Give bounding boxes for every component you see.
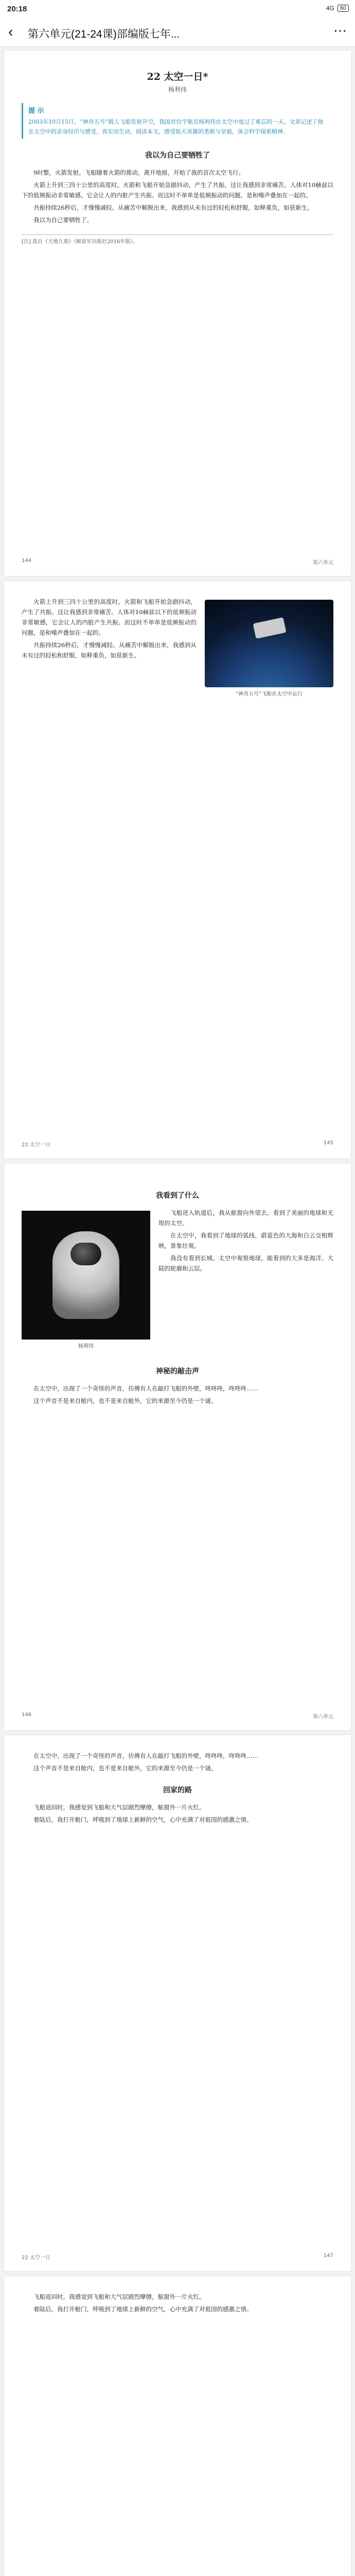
section-title: 我以为自己要牺牲了	[145, 151, 210, 160]
footer-unit: 第六单元	[313, 560, 333, 566]
more-icon[interactable]: ⋯	[333, 23, 347, 38]
paragraph: 共振持续26秒后，才慢慢减轻。从痛苦中解脱出来，我感到从未有过的轻松和舒服，如释重负，如获新生。	[22, 641, 197, 659]
paragraph: 火箭上升到三四十公里的高度时，火箭和飞船开始急剧抖动，产生了共振。这让我感到非常痛苦。人体对10赫兹以下的低频振动非常敏感，它会让人的内脏产生共振。而这时不单单是低频振动的问题，是和噪声叠加在一起的。	[22, 598, 197, 636]
paragraph: 我以为自己要牺牲了。	[33, 216, 93, 224]
lesson-author: 杨利伟	[168, 86, 187, 93]
earth-image	[205, 600, 333, 687]
status-icons	[326, 5, 349, 12]
lesson-title: 22 太空一日*	[147, 71, 208, 82]
page-footer	[22, 558, 333, 566]
paragraph: 着陆后，我打开舱门，呼吸到了地球上新鲜的空气，心中充满了对祖国的感激之情。	[33, 1816, 253, 1823]
hint-title: 提 示	[28, 107, 44, 115]
paragraph: 9时整，火箭发射。飞船随着火箭的推动，离开地面，开始了我的首次太空飞行。	[33, 169, 244, 176]
back-arrow-icon[interactable]: ‹	[8, 24, 13, 40]
footer-lesson: 22 太空一日	[22, 1142, 50, 1148]
paragraph: 共振持续26秒后，才慢慢减轻。从痛苦中解脱出来，我感到从未有过的轻松和舒服，如释重负，如获新生。	[33, 204, 313, 211]
paragraph: 在太空中，出现了一个奇怪的声音，仿佛有人在敲打飞船的外壁，咚咚咚，咚咚咚……	[33, 1752, 258, 1759]
paragraph: 我没有看到长城。太空中观察地球，能看到的大多是海洋、大陆的轮廓和云层。	[158, 1255, 333, 1272]
page-footer	[22, 1140, 333, 1148]
network-indicator: 4G	[326, 5, 334, 12]
figure-caption: “神舟五号”飞船在太空中运行	[235, 691, 303, 697]
footer-lesson: 22 太空一日	[22, 2255, 50, 2261]
document-page	[4, 2276, 351, 2576]
footer-unit: 第六单元	[313, 1714, 333, 1720]
paragraph: 飞船返回时，我感觉到飞船和大气层剧烈摩擦，舷窗外一片火红。	[33, 2293, 205, 2300]
status-time: 20:18	[7, 5, 27, 13]
page-footer	[22, 1712, 333, 1720]
hint-box	[22, 103, 333, 139]
footnote: [注] 选自《天地九重》（解放军出版社2016年版）。	[22, 234, 333, 246]
page-footer	[22, 2253, 333, 2261]
page-title: 第六单元(21-24课)部编版七年...	[28, 28, 180, 40]
paragraph: 这个声音不是来自舱内，也不是来自舱外，它的来源至今仍是一个谜。	[33, 1765, 217, 1772]
nav-bar	[0, 19, 355, 47]
section-title: 我看到了什么	[156, 1192, 199, 1200]
paragraph: 在太空中，出现了一个奇怪的声音，仿佛有人在敲打飞船的外壁，咚咚咚，咚咚咚……	[33, 1385, 258, 1392]
section-title: 回家的路	[163, 1786, 192, 1794]
section-title: 神秘的敲击声	[156, 1367, 199, 1376]
document-pages[interactable]	[4, 50, 351, 2576]
figure-earth	[205, 600, 333, 697]
hint-text: 2003年10月15日，“神舟五号”载人飞船发射升空，我国首位宇航员杨利伟在太空中度过了难忘的一天。文章记述了他在太空中的亲身经历与感受，真实而生动。阅读本文，感受航天英雄的勇敢与坚毅，体会科学探索精神。	[28, 118, 324, 135]
page-number: 146	[22, 1712, 32, 1718]
document-page	[4, 581, 351, 1158]
paragraph: 火箭上升到三四十公里的高度时，火箭和飞船开始急剧抖动，产生了共振。这让我感到非常痛苦。人体对10赫兹以下的低频振动非常敏感，它会让人的内脏产生共振。而这时不单单是低频振动的问题，是和噪声叠加在一起的。	[22, 181, 333, 199]
astronaut-image	[22, 1211, 150, 1340]
battery-icon: 60	[338, 5, 349, 12]
paragraph: 在太空中，我看到了地球的弧线，蔚蓝色的大海和白云交相辉映，景象壮观。	[158, 1232, 333, 1249]
paragraph: 飞船进入轨道后，我从舷窗向外望去，看到了美丽的地球和无垠的太空。	[158, 1209, 333, 1227]
page-number: 147	[323, 2253, 333, 2259]
status-bar	[0, 0, 355, 19]
paragraph: 着陆后，我打开舱门，呼吸到了地球上新鲜的空气，心中充满了对祖国的感激之情。	[33, 2306, 253, 2313]
document-page	[4, 1163, 351, 1730]
document-page	[4, 50, 351, 576]
document-page	[4, 1735, 351, 2271]
page-number: 144	[22, 558, 32, 564]
figure-caption: 杨利伟	[78, 1344, 94, 1349]
paragraph: 飞船返回时，我感觉到飞船和大气层剧烈摩擦，舷窗外一片火红。	[33, 1804, 205, 1811]
paragraph: 这个声音不是来自舱内，也不是来自舱外，它的来源至今仍是一个谜。	[33, 1397, 217, 1404]
figure-astronaut	[22, 1211, 150, 1349]
page-number: 145	[323, 1140, 333, 1146]
